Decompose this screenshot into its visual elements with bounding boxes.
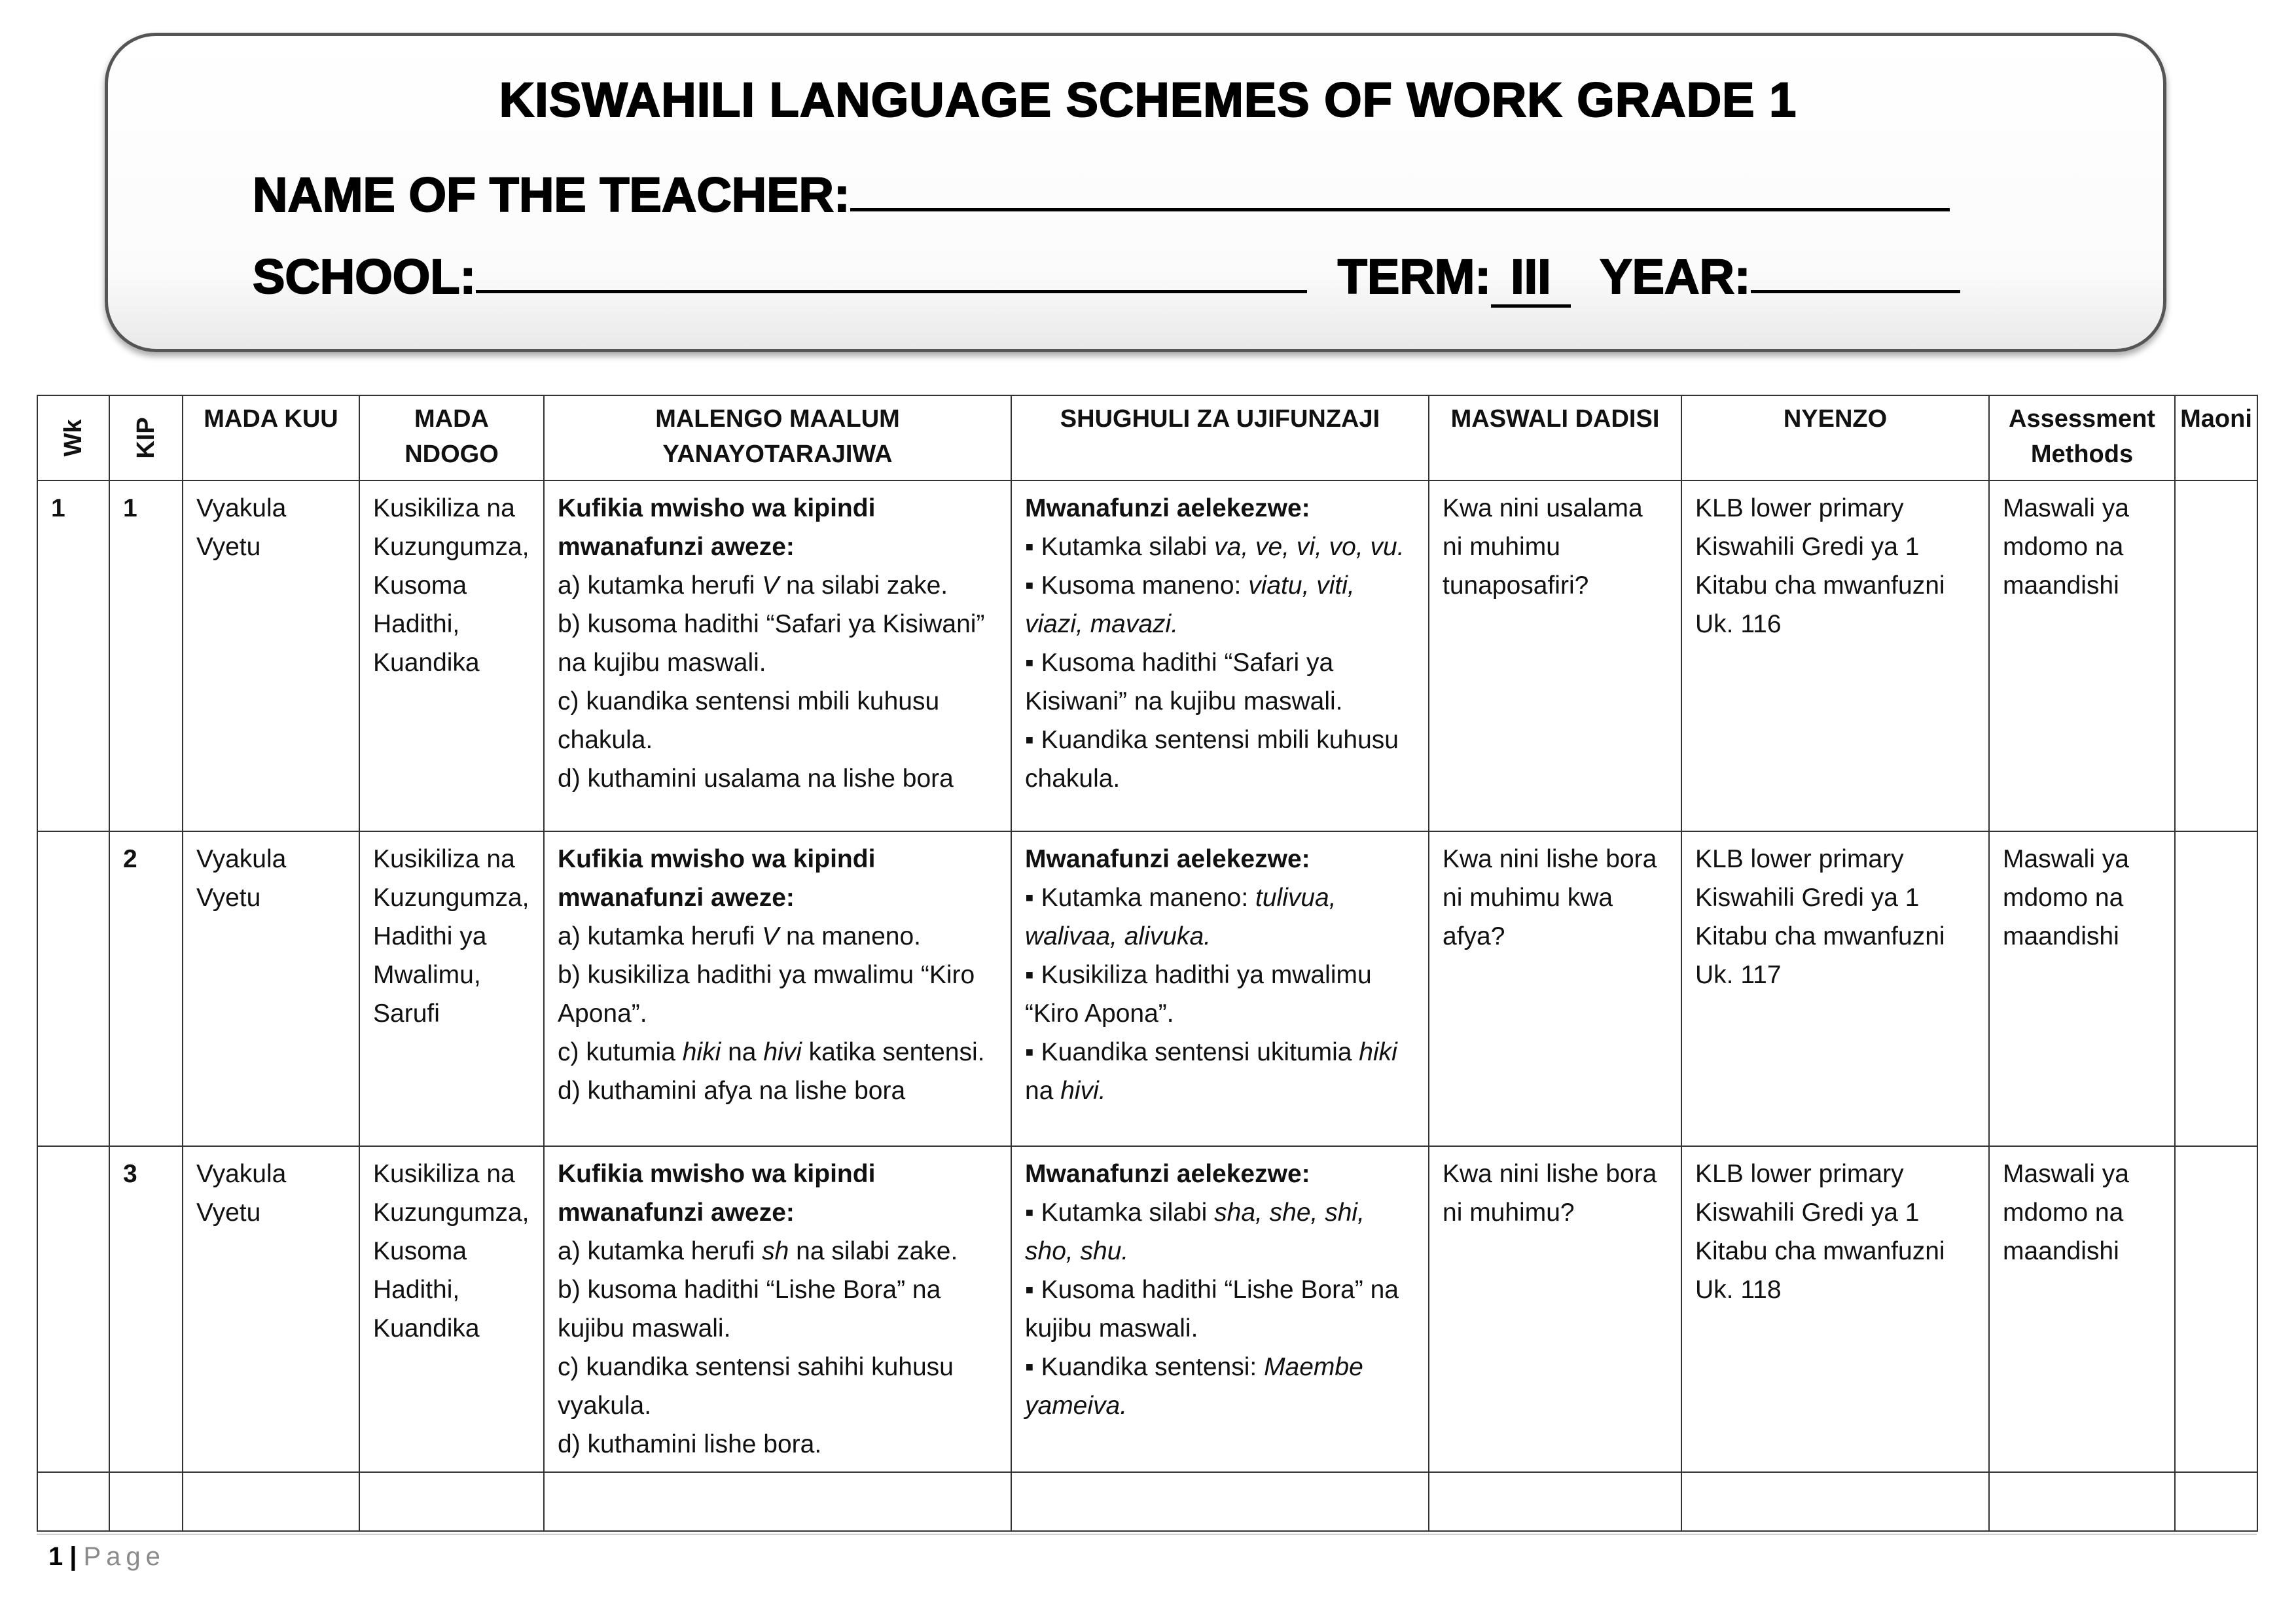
year-blank[interactable] — [1751, 249, 1960, 293]
col-header-kip: KIP — [109, 395, 183, 480]
table-row — [37, 1146, 2257, 1472]
cell-maoni — [2175, 480, 2257, 831]
cell-mada-ndogo: Kusikiliza na Kuzungumza, Kusoma Hadithi, Kuandika — [359, 480, 544, 831]
shughuli-intro: Mwanafunzi aelekezwe: — [1025, 494, 1310, 522]
term-label: TERM: — [1337, 249, 1492, 304]
scheme-table — [37, 395, 2258, 1532]
shughuli-item: ▪ Kutamka silabi va, ve, vi, vo, vu. — [1025, 533, 1405, 561]
term-value: III — [1491, 249, 1571, 308]
malengo-item: b) kusoma hadithi “Lishe Bora” na kujibu maswali. — [558, 1276, 941, 1343]
cell-mada-kuu: Vyakula Vyetu — [183, 1146, 359, 1472]
teacher-name-blank[interactable] — [850, 168, 1950, 211]
shughuli-item: ▪ Kutamka maneno: tulivua, walivaa, alivuka. — [1025, 884, 1336, 950]
cell-maoni — [2175, 831, 2257, 1146]
school-label: SCHOOL: — [253, 249, 476, 304]
cell-mada-ndogo: Kusikiliza na Kuzungumza, Hadithi ya Mwalimu, Sarufi — [359, 831, 544, 1146]
shughuli-item: ▪ Kuandika sentensi mbili kuhusu chakula. — [1025, 726, 1399, 793]
empty-cell — [1429, 1472, 1681, 1531]
school-term-year-line — [253, 249, 1960, 308]
page-label: Page — [83, 1542, 166, 1571]
shughuli-item: ▪ Kusoma hadithi “Lishe Bora” na kujibu maswali. — [1025, 1276, 1399, 1343]
teacher-name-line — [253, 167, 1950, 223]
col-header-wk: Wk — [37, 395, 109, 480]
empty-cell — [2175, 1472, 2257, 1531]
footer-divider — [37, 1534, 2257, 1535]
shughuli-intro: Mwanafunzi aelekezwe: — [1025, 1160, 1310, 1188]
malengo-intro: Kufikia mwisho wa kipindi mwanafunzi aweze: — [558, 845, 876, 912]
table-row — [37, 831, 2257, 1146]
col-header-assessment: Assessment Methods — [1989, 395, 2175, 480]
col-header-mada-ndogo: MADA NDOGO — [359, 395, 544, 480]
cell-wk — [37, 1146, 109, 1472]
col-header-malengo: MALENGO MAALUM YANAYOTARAJIWA — [544, 395, 1011, 480]
cell-maoni — [2175, 1146, 2257, 1472]
empty-cell — [359, 1472, 544, 1531]
teacher-name-label: NAME OF THE TEACHER: — [253, 168, 850, 222]
empty-cell — [1011, 1472, 1429, 1531]
col-header-mada-kuu: MADA KUU — [183, 395, 359, 480]
shughuli-intro: Mwanafunzi aelekezwe: — [1025, 845, 1310, 873]
page-separator: | — [69, 1542, 77, 1571]
cell-nyenzo: KLB lower primary Kiswahili Gredi ya 1 Kitabu cha mwanfuzni Uk. 116 — [1681, 480, 1989, 831]
malengo-item: c) kuandika sentensi sahihi kuhusu vyakula. — [558, 1353, 954, 1420]
cell-mada-kuu: Vyakula Vyetu — [183, 480, 359, 831]
empty-cell — [544, 1472, 1011, 1531]
cell-kip: 3 — [109, 1146, 183, 1472]
malengo-item: b) kusoma hadithi “Safari ya Kisiwani” na kujibu maswali. — [558, 610, 985, 677]
malengo-item: d) kuthamini usalama na lishe bora — [558, 765, 954, 793]
empty-cell — [1989, 1472, 2175, 1531]
shughuli-item: ▪ Kutamka silabi sha, she, shi, sho, shu. — [1025, 1199, 1365, 1265]
empty-table-row — [37, 1472, 2257, 1531]
col-header-maswali: MASWALI DADISI — [1429, 395, 1681, 480]
empty-cell — [109, 1472, 183, 1531]
shughuli-item: ▪ Kusikiliza hadithi ya mwalimu “Kiro Apona”. — [1025, 961, 1372, 1028]
cell-kip: 2 — [109, 831, 183, 1146]
school-blank[interactable] — [476, 249, 1307, 293]
cell-mada-ndogo: Kusikiliza na Kuzungumza, Kusoma Hadithi, Kuandika — [359, 1146, 544, 1472]
cell-nyenzo: KLB lower primary Kiswahili Gredi ya 1 Kitabu cha mwanfuzni Uk. 118 — [1681, 1146, 1989, 1472]
cell-malengo — [544, 831, 1011, 1146]
empty-cell — [37, 1472, 109, 1531]
cell-kip: 1 — [109, 480, 183, 831]
cell-nyenzo: KLB lower primary Kiswahili Gredi ya 1 Kitabu cha mwanfuzni Uk. 117 — [1681, 831, 1989, 1146]
cell-assessment: Maswali ya mdomo na maandishi — [1989, 480, 2175, 831]
year-label: YEAR: — [1600, 249, 1751, 304]
cell-assessment: Maswali ya mdomo na maandishi — [1989, 831, 2175, 1146]
page-number: 1 — [48, 1542, 63, 1571]
cell-maswali: Kwa nini usalama ni muhimu tunaposafiri? — [1429, 480, 1681, 831]
malengo-item: c) kuandika sentensi mbili kuhusu chakula. — [558, 687, 940, 754]
malengo-intro: Kufikia mwisho wa kipindi mwanafunzi aweze: — [558, 1160, 876, 1227]
col-header-maoni: Maoni — [2175, 395, 2257, 480]
page-footer — [48, 1542, 166, 1572]
col-header-shughuli: SHUGHULI ZA UJIFUNZAJI — [1011, 395, 1429, 480]
header-row — [37, 395, 2257, 480]
cell-assessment: Maswali ya mdomo na maandishi — [1989, 1146, 2175, 1472]
malengo-item: a) kutamka herufi V na maneno. — [558, 922, 921, 950]
empty-cell — [183, 1472, 359, 1531]
malengo-item: a) kutamka herufi V na silabi zake. — [558, 571, 948, 600]
malengo-item: c) kutumia hiki na hivi katika sentensi. — [558, 1038, 985, 1066]
malengo-item: b) kusikiliza hadithi ya mwalimu “Kiro Apona”. — [558, 961, 975, 1028]
cell-maswali: Kwa nini lishe bora ni muhimu kwa afya? — [1429, 831, 1681, 1146]
shughuli-item: ▪ Kuandika sentensi: Maembe yameiva. — [1025, 1353, 1363, 1420]
col-header-nyenzo: NYENZO — [1681, 395, 1989, 480]
cell-shughuli — [1011, 480, 1429, 831]
cell-maswali: Kwa nini lishe bora ni muhimu? — [1429, 1146, 1681, 1472]
document-title: KISWAHILI LANGUAGE SCHEMES OF WORK GRADE 1 — [499, 73, 1797, 127]
shughuli-item: ▪ Kusoma maneno: viatu, viti, viazi, mavazi. — [1025, 571, 1355, 638]
malengo-intro: Kufikia mwisho wa kipindi mwanafunzi aweze: — [558, 494, 876, 561]
malengo-item: a) kutamka herufi sh na silabi zake. — [558, 1237, 958, 1265]
cell-shughuli — [1011, 831, 1429, 1146]
shughuli-item: ▪ Kusoma hadithi “Safari ya Kisiwani” na kujibu maswali. — [1025, 649, 1343, 715]
shughuli-item: ▪ Kuandika sentensi ukitumia hiki na hivi. — [1025, 1038, 1397, 1105]
cell-mada-kuu: Vyakula Vyetu — [183, 831, 359, 1146]
cell-malengo — [544, 480, 1011, 831]
cell-shughuli — [1011, 1146, 1429, 1472]
cell-wk: 1 — [37, 480, 109, 831]
cell-wk — [37, 831, 109, 1146]
malengo-item: d) kuthamini afya na lishe bora — [558, 1077, 906, 1105]
cell-malengo — [544, 1146, 1011, 1472]
malengo-item: d) kuthamini lishe bora. — [558, 1430, 822, 1458]
table-row — [37, 480, 2257, 831]
empty-cell — [1681, 1472, 1989, 1531]
